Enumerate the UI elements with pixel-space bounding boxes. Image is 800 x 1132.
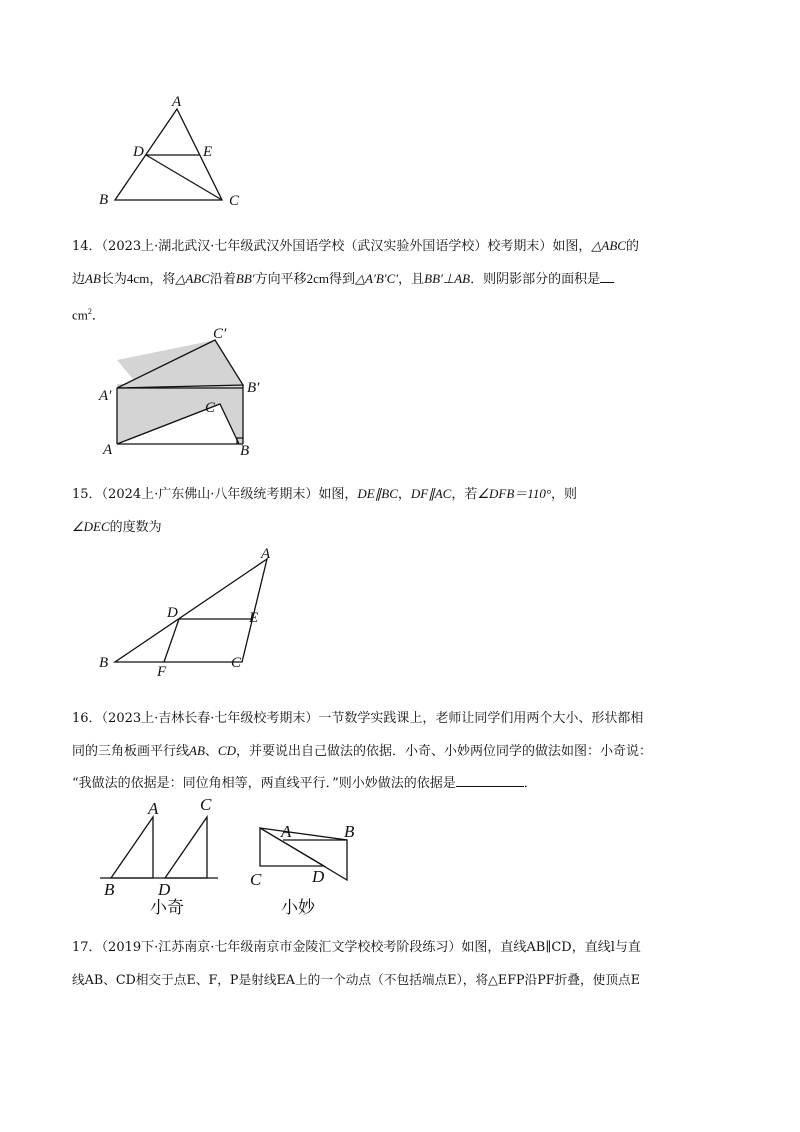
question-source: （2019下·江苏南京·七年级南京市金陵汇文学校校考阶段练习） <box>101 940 462 955</box>
set-square-right <box>165 817 207 878</box>
caption-xiaomiao: 小妙 <box>281 898 315 918</box>
label-c: C <box>231 655 242 671</box>
label-c: C <box>229 193 240 209</box>
label-b1: B′ <box>247 380 260 396</box>
triangle-abc <box>115 559 267 662</box>
label-b: B <box>104 880 115 899</box>
label-c: C <box>205 400 216 416</box>
label-a: A <box>261 546 271 562</box>
question-17: 17．（2019下·江苏南京·七年级南京市金陵汇文学校校考阶段练习）如图，直线AB∥CD，直线l与直 线AB、CD相交于点E、F，P是射线EA上的一个动点（不包括端点E），将△EFP沿PF折叠，使顶点E <box>72 940 641 987</box>
question-number: 14． <box>72 239 102 254</box>
answer-blank[interactable] <box>600 268 614 283</box>
question-source: （2024上·广东佛山·八年级统考期末） <box>101 487 319 502</box>
figure-13-triangle <box>95 92 255 214</box>
question-15: 15．（2024上·广东佛山·八年级统考期末）如图，DE∥BC，DF∥AC，若∠DFB＝110°，则 ∠DEC的度数为 <box>72 486 578 535</box>
label-c: C <box>250 870 262 889</box>
figure-16-set-squares <box>98 796 378 920</box>
label-b: B <box>344 822 355 841</box>
question-number: 15． <box>72 487 102 502</box>
label-b: B <box>99 192 109 208</box>
set-square-left <box>111 817 153 878</box>
label-a1: A′ <box>99 388 112 404</box>
label-a: A <box>148 799 159 818</box>
label-b: B <box>99 655 109 671</box>
label-f: F <box>157 664 167 680</box>
figure-15-parallel-lines <box>95 545 285 680</box>
set-square-bottom <box>260 828 324 866</box>
label-a: A <box>103 442 113 458</box>
label-d: D <box>167 605 178 621</box>
question-16: 16．（2023上·吉林长春·七年级校考期末）一节数学实践课上，老师让同学们用两个大小、形状都相 同的三角板画平行线AB、CD，并要说出自己做法的依据．小奇、小妙两位同学的做法如图：小奇说： “我做法的依据是：同位角相等，两直线平行．”则小妙做法的依据是 ． <box>72 711 652 791</box>
label-c1: C′ <box>213 326 227 342</box>
figure-14-translation <box>95 328 285 460</box>
label-d: D <box>312 867 325 886</box>
answer-blank[interactable] <box>456 772 524 787</box>
label-c: C <box>200 795 212 814</box>
segment-df <box>164 619 179 662</box>
label-a: A <box>172 94 182 110</box>
question-number: 16． <box>72 711 102 726</box>
label-e: E <box>249 610 259 626</box>
label-d: D <box>158 880 171 899</box>
question-14: 14．（2023上·湖北武汉·七年级武汉外国语学校（武汉实验外国语学校）校考期末）如图，△ABC的 边AB长为4cm，将△ABC沿着BB′方向平移2cm得到△A′B′C′，且BB′⊥AB．则阴影部分的面积是 $cm^2$． <box>72 238 639 324</box>
question-source: （2023上·吉林长春·七年级校考期末） <box>101 711 319 726</box>
caption-xiaoqi: 小奇 <box>150 898 184 918</box>
label-d: D <box>133 144 144 160</box>
label-e: E <box>203 144 213 160</box>
xiaoqi-method <box>100 795 218 918</box>
question-source: （2023上·湖北武汉·七年级武汉外国语学校（武汉实验外国语学校）校考期末） <box>101 239 553 254</box>
label-a: A <box>281 822 292 841</box>
xiaomiao-method <box>250 822 355 918</box>
label-b: B <box>240 443 250 459</box>
question-number: 17． <box>72 940 102 955</box>
